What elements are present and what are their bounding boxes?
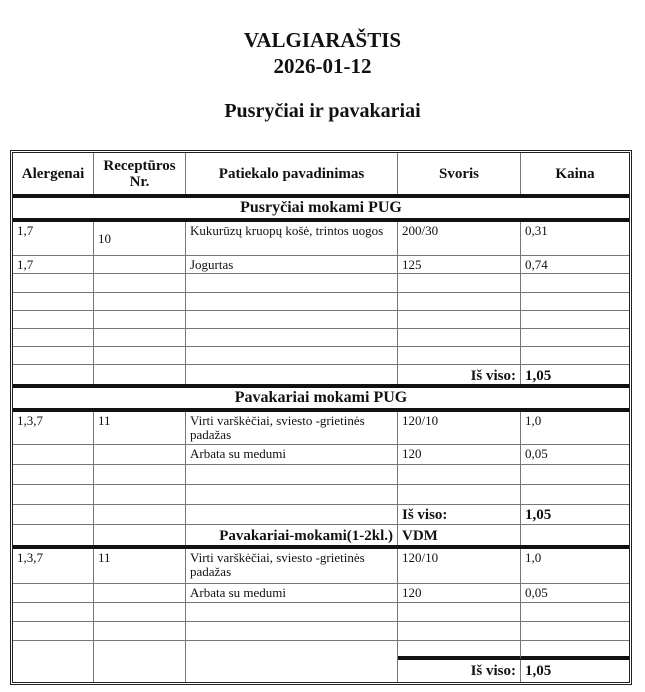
table-row (13, 222, 629, 256)
empty-row (13, 329, 629, 347)
cell-kaina: 0,05 (525, 446, 548, 461)
empty-row (13, 311, 629, 329)
total-row (13, 365, 629, 388)
section-heading-suffix: VDM (398, 525, 521, 545)
table-row (13, 549, 629, 584)
menu-title: VALGIARAŠTIS (243, 28, 402, 52)
cell-kaina: 1,0 (525, 413, 542, 428)
cell-alergenai: 1,3,7 (13, 412, 94, 444)
empty-row (13, 622, 629, 641)
col-header-alergenai: Alergenai (13, 153, 94, 194)
table-header (13, 153, 629, 198)
total-label: Iš viso: (398, 660, 521, 682)
cell-pavadinimas: Virti varškėčiai, sviesto -grietinės padažas (186, 549, 398, 583)
cell-pavadinimas: Arbata su medumi (186, 584, 398, 602)
menu-table (10, 150, 632, 685)
cell-kaina: 0,05 (525, 585, 548, 600)
empty-row (13, 603, 629, 622)
empty-row (13, 641, 629, 660)
cell-alergenai (13, 445, 94, 464)
total-value: 1,05 (525, 507, 552, 523)
section-heading-row (13, 525, 629, 549)
cell-svoris: 120/10 (398, 549, 521, 583)
cell-kaina: 1,0 (525, 550, 542, 565)
empty-row (13, 293, 629, 311)
cell-alergenai (13, 584, 94, 602)
col-header-receptura: Receptūros Nr. (94, 153, 186, 194)
total-row (13, 505, 629, 525)
empty-row (13, 347, 629, 365)
cell-pavadinimas: Jogurtas (186, 256, 398, 273)
table-row (13, 412, 629, 445)
total-row (13, 660, 629, 682)
cell-receptura (94, 445, 186, 464)
cell-svoris: 125 (398, 256, 521, 273)
cell-pavadinimas: Kukurūzų kruopų košė, trintos uogos (186, 222, 398, 255)
cell-receptura (94, 584, 186, 602)
cell-svoris: 200/30 (398, 222, 521, 255)
table-row (13, 256, 629, 274)
section-heading: Pavakariai-mokami(1-2kl.) (186, 525, 398, 545)
total-value: 1,05 (525, 368, 552, 384)
cell-alergenai: 1,7 (13, 222, 94, 255)
cell-receptura: 11 (94, 549, 186, 583)
menu-subtitle: Pusryčiai ir pavakariai (224, 100, 421, 122)
table-row (13, 584, 629, 603)
cell-pavadinimas: Arbata su medumi (186, 445, 398, 464)
empty-row (13, 485, 629, 505)
table-row (13, 445, 629, 465)
cell-kaina: 0,31 (525, 223, 548, 238)
cell-svoris: 120 (398, 445, 521, 464)
cell-receptura: 10 (94, 222, 186, 255)
total-label: Iš viso: (398, 505, 521, 524)
cell-svoris: 120 (398, 584, 521, 602)
cell-svoris: 120/10 (398, 412, 521, 444)
total-label: Iš viso: (398, 365, 521, 384)
cell-kaina: 0,74 (525, 257, 548, 272)
col-header-kaina: Kaina (555, 165, 595, 182)
cell-receptura (94, 256, 186, 273)
section-heading: Pavakariai mokami PUG (13, 388, 629, 412)
section-heading: Pusryčiai mokami PUG (13, 198, 629, 222)
empty-row (13, 274, 629, 293)
col-header-pavadinimas: Patiekalo pavadinimas (186, 153, 398, 194)
col-header-svoris: Svoris (398, 153, 521, 194)
cell-receptura: 11 (94, 412, 186, 444)
cell-alergenai: 1,7 (13, 256, 94, 273)
menu-date: 2026-01-12 (273, 54, 372, 78)
cell-pavadinimas: Virti varškėčiai, sviesto -grietinės padažas (186, 412, 398, 444)
empty-row (13, 465, 629, 485)
total-value: 1,05 (525, 663, 552, 679)
cell-alergenai: 1,3,7 (13, 549, 94, 583)
